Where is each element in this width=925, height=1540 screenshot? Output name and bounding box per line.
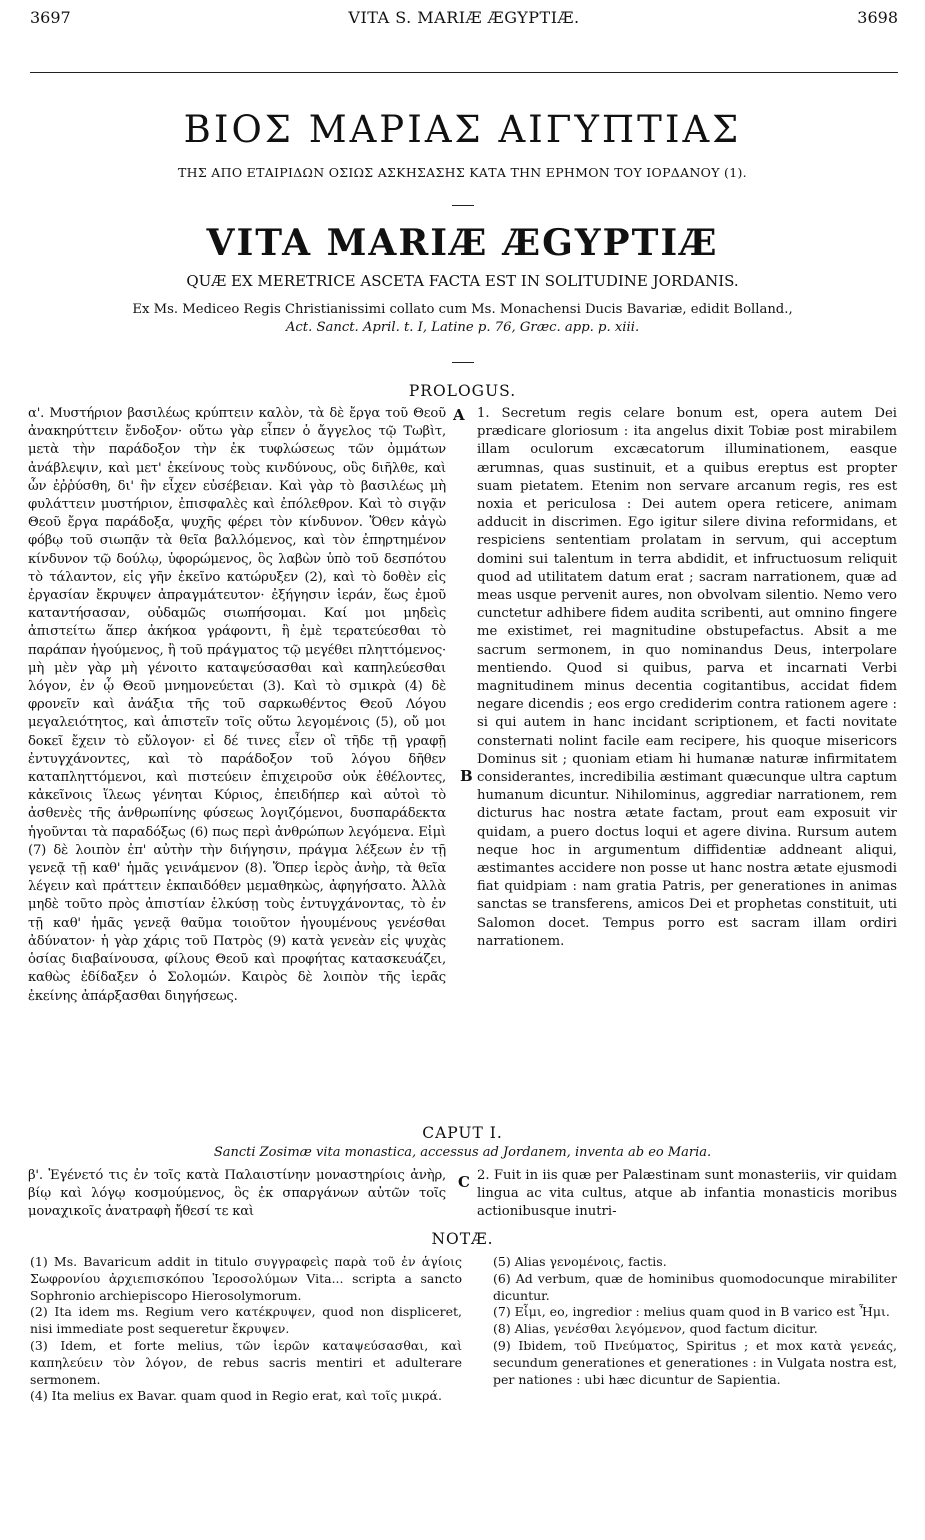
source-line-1: Ex Ms. Mediceo Regis Christianissimi collato cum Ms. Monachensi Ducis Bavariæ, edidit Bolland.,: [132, 302, 793, 317]
caput-greek-text: β'. Ἐγένετό τις ἐν τοῖς κατὰ Παλαιστίνην μοναστηρίοις ἀνὴρ, βίῳ καὶ λόγῳ κοσμούμενος, ὃς ἐκ σπαργάνων αὐτῶν τοῖς μοναχικοῖς ἀνατραφὴ ἤθεσί τε καὶ: [28, 1168, 446, 1220]
source-separator: [452, 362, 474, 363]
notae-heading: NOTÆ.: [431, 1230, 494, 1248]
page-number-right: 3698: [857, 8, 898, 27]
note-6: (6) Ad verbum, quæ de hominibus quomodocunque mirabiliter dicuntur.: [493, 1270, 897, 1303]
note-9: (9) Ibidem, τοῦ Πνεύματος, Spiritus ; et mox κατὰ γενεάς, secundum generationes et generationes : in Vulgata nostra est, per nationes : ubi hæc dicuntur de Sapientia.: [493, 1337, 897, 1387]
source-line-2: Act. Sanct. April. t. I, Latine p. 76, Græc. app. p. xiii.: [285, 320, 640, 335]
caput-greek-column: [28, 1167, 446, 1222]
header-rule: [30, 72, 898, 73]
note-7: (7) Εἶμι, eo, ingredior : melius quam quod in B varico est Ἦμι.: [493, 1304, 890, 1320]
greek-title: ΒΙΟΣ ΜΑΡΙΑΣ ΑΙΓΥΠΤΙΑΣ: [183, 108, 742, 151]
prologus-greek-column: [28, 405, 446, 1006]
note-4: (4) Ita melius ex Bavar. quam quod in Regio erat, καὶ τοῖς μικρά.: [30, 1388, 442, 1404]
margin-letter-c: C: [458, 1173, 470, 1191]
note-5: (5) Alias γενομένοις, factis.: [493, 1254, 667, 1269]
caput-subtitle: Sancti Zosimæ vita monastica, accessus ad Jordanem, inventa ab eo Maria.: [213, 1145, 712, 1160]
latin-subtitle: QUÆ EX MERETRICE ASCETA FACTA EST IN SOLITUDINE JORDANIS.: [186, 272, 739, 290]
latin-title: VITA MARIÆ ÆGYPTIÆ: [206, 222, 719, 264]
caput-heading: CAPUT I.: [422, 1124, 503, 1142]
caput-latin-text: 2. Fuit in iis quæ per Palæstinam sunt monasteriis, vir quidam lingua ac vita cultus, atque ab infantia monasticis moribus actionibusque inutri-: [477, 1168, 897, 1220]
note-3: (3) Idem, et forte melius, τῶν ἱερῶν καταψεύσασθαι, καὶ καπηλεύειν τὸν λόγον, de rebus sacris mentiri et adulterare sermonem.: [30, 1337, 462, 1387]
greek-subtitle: ΤΗΣ ΑΠΟ ΕΤΑΙΡΙΔΩΝ ΟΣΙΩΣ ΑΣΚΗΣΑΣΗΣ ΚΑΤΑ ΤΗΝ ΕΡΗΜΟΝ ΤΟΥ ΙΟΡΔΑΝΟΥ (1).: [178, 165, 747, 180]
notes-left-column: [30, 1254, 462, 1405]
prologus-greek-text: α'. Μυστήριον βασιλέως κρύπτειν καλὸν, τὰ δὲ ἔργα τοῦ Θεοῦ ἀνακηρύττειν ἔνδοξον· οὕτω γὰρ εἶπεν ὁ ἄγγελος τῷ Τωβὶτ, μετὰ τὴν παράδοξον τὴν ἐκ τυφλώσεως τῶν ὀμμάτων ἀνάβλεψιν, καὶ μετ' ἐκείνους τοὺς κινδύνους, οὓς διῆλθε, καὶ ὧν ἐῤῥύσθη, δι' ἣν εἶχεν εὐσέβειαν. Καὶ γὰρ τὸ βασιλέως μὴ φυλάττειν μυστήριον, ἐπισφαλὲς καὶ ἐπόλεθρον. Καὶ τὸ σιγᾷν Θεοῦ ἔργα παράδοξα, ψυχῆς φέρει τὸν κίνδυνον. Ὅθεν κἀγὼ φόβῳ τοῦ σιωπᾷν τὰ θεῖα βαλλόμενος, καὶ τὸν ἐπηρτημένον κίνδυνον τῷ δούλῳ, ὑφορώμενος, ὃς λαβὼν ὑπὸ τοῦ δεσπότου τὸ τάλαντον, εἰς γῆν ἐκεῖνο κατώρυξεν (2), καὶ τὸ δοθὲν εἰς ἐργασίαν ἔκρυψεν ἀπραγμάτευτον· ἐξήγησιν ἱεράν, ἕως ἐμοῦ καταντήσασαν, οὐδαμῶς σιωπήσομαι. Καί μοι μηδεὶς ἀπιστείτω ἅπερ ἀκήκοα γράφοντι, ἢ ἐμὲ τερατεύεσθαι τὸ παράπαν ἡγούμενος, ἢ τοῦ πράγματος τῷ μεγέθει πληττόμενος· μὴ μὲν γὰρ μὴ γένοιτο καταψεύσασθαι καὶ καπηλεύεσθαι λόγον, ἐν ᾧ Θεοῦ μνημονεύεται (3). Καὶ τὸ σμικρὰ (4) δὲ φρονεῖν καὶ ἀνάξια τῆς τοῦ σαρκωθέντος Θεοῦ Λόγου μεγαλειότητος, καὶ ἀπιστεῖν τοῖς οὕτω λεγομένοις (5), οὔ μοι δοκεῖ ἔχειν τὸ εὔλογον· εἰ δέ τινες εἶεν οἳ τῆδε τῇ γραφῇ ἐντυγχάνοντες, καὶ τὸ παράδοξον τοῦ λόγου δῆθεν καταπληττόμενοι, καὶ πιστεύειν ἐπιχειροῦσ οὐκ ἐθέλοντες, κἀκεῖνοις ἵλεως γένηται Κύριος, ἐπειδήπερ καὶ αὐτοὶ τὸ ἀσθενὲς τῆς ἀνθρωπίνης φύσεως λογιζόμενοι, δυσπαράδεκτα ἡγοῦνται τὰ παραδόξως (6) πως περὶ ἀνθρώπων λεγόμενα. Εἰμὶ (7) δὲ λοιπὸν ἐπ' αὐτὴν τὴν διήγησιν, πράγμα λέξεων ἐν τῇ γενεᾷ τῇ καθ' ἡμᾶς γεινάμενον (8). Ὅπερ ἱερὸς ἀνὴρ, τὰ θεῖα λέγειν καὶ πράττειν ἐκπαιδόθεν μεμαθηκὼς, ἀφηγήσατο. Ἀλλὰ μηδὲ τοῦτο πρὸς ἀπιστίαν ἑλκύσῃ τοὺς ἐντυγχάνοντας, τὸ ἐν τῇ καθ' ἡμᾶς γενεᾷ θαῦμα τοιοῦτον ἡγουμένους γενέσθαι ἀδύνατον· ἡ γὰρ χάρις τοῦ Πατρὸς (9) κατὰ γενεὰν εἰς ψυχὰς ὁσίας διαβαίνουσα, φίλους Θεοῦ καὶ προφήτας κατασκευάζει, καθὼς ἐδίδαξεν ὁ Σολομών. Καιρὸς δὲ λοιπὸν τῆς ἱερᾶς ἐκείνης ἀπάρξασθαι διηγήσεως.: [28, 406, 446, 1004]
caput-latin-column: [477, 1167, 897, 1222]
page-number-left: 3697: [30, 8, 71, 27]
note-2: (2) Ita idem ms. Regium vero κατέκρυψεν, quod non displiceret, nisi immediate post sequeretur ἔκρυψεν.: [30, 1304, 462, 1337]
running-title: VITA S. MARIÆ ÆGYPTIÆ.: [348, 8, 580, 27]
note-8: (8) Alias, γενέσθαι λεγόμενον, quod factum dicitur.: [493, 1321, 818, 1337]
margin-letter-b: B: [460, 767, 473, 785]
note-1: (1) Ms. Bavaricum addit in titulo συγγραφεὶς παρὰ τοῦ ἐν ἁγίοις Σωφρονίου ἀρχιεπισκόπου Ἱεροσολύμων Vita... scripta a sancto Sophronio archiepiscopo Hierosolymorum.: [30, 1254, 462, 1303]
prologus-heading: PROLOGUS.: [408, 382, 517, 400]
title-separator: [452, 205, 474, 206]
prologus-latin-text: 1. Secretum regis celare bonum est, opera autem Dei prædicare gloriosum : ita angelus dixit Tobiæ post mirabilem illam oculorum excæcatorum illuminationem, easque ærumnas, quas sustinuit, et a quibus ereptus est propter suam pietatem. Etenim non servare arcanum regis, res est noxia et periculosa : Dei autem opera reticere, animam adducit in discrimen. Ego igitur silere divina reformidans, et respiciens sententiam prolatam in servum, qui acceptum domini sui talentum in terra abdidit, et infructuosum reliquit quod ad utilitatem datum erat ; sacram narrationem, quæ ad meas usque pervenit aures, non obvolvam silentio. Nemo vero cunctetur adhibere fidem audita scribenti, aut omnino fingere me existimet, rei magnitudine obstupefactus. Absit a me sacrum sermonem, in quo nominandus Deus, interpolare mentiendo. Quod si quibus, parva et incarnati Verbi magnitudinem minus decentia cogitantibus, accidat fidem negare dicendis ; eos ergo crediderim contra rationem agere : si qui autem in hanc incidant scriptionem, et facti novitate consternati nolint facile eam recipere, his quoque misericors Dominus sit ; quoniam etiam hi humanæ naturæ infirmitatem considerantes, incredibilia æstimant quæcunque ultra captum humanum dicuntur. Nihilominus, aggrediar narrationem, rem dicturus hac nostra ætate factam, prout eam exposuit vir quidam, a puero doctus loqui et agere divina. Rursum autem neque hoc in argumentum diffidentiæ addneant aliqui, æstimantes accidere non posse ut hanc nostra ætate ejusmodi fiat quidpiam : nam gratia Patris, per generationes in animas sanctas se transferens, amicos Dei et prophetas constituit, uti Salomon docet. Tempus porro est sacram illam ordiri narrationem.: [477, 406, 897, 949]
running-header: [30, 8, 898, 34]
prologus-latin-column: [477, 405, 897, 951]
margin-letter-a: A: [453, 406, 465, 424]
notes-right-column: [493, 1254, 897, 1388]
